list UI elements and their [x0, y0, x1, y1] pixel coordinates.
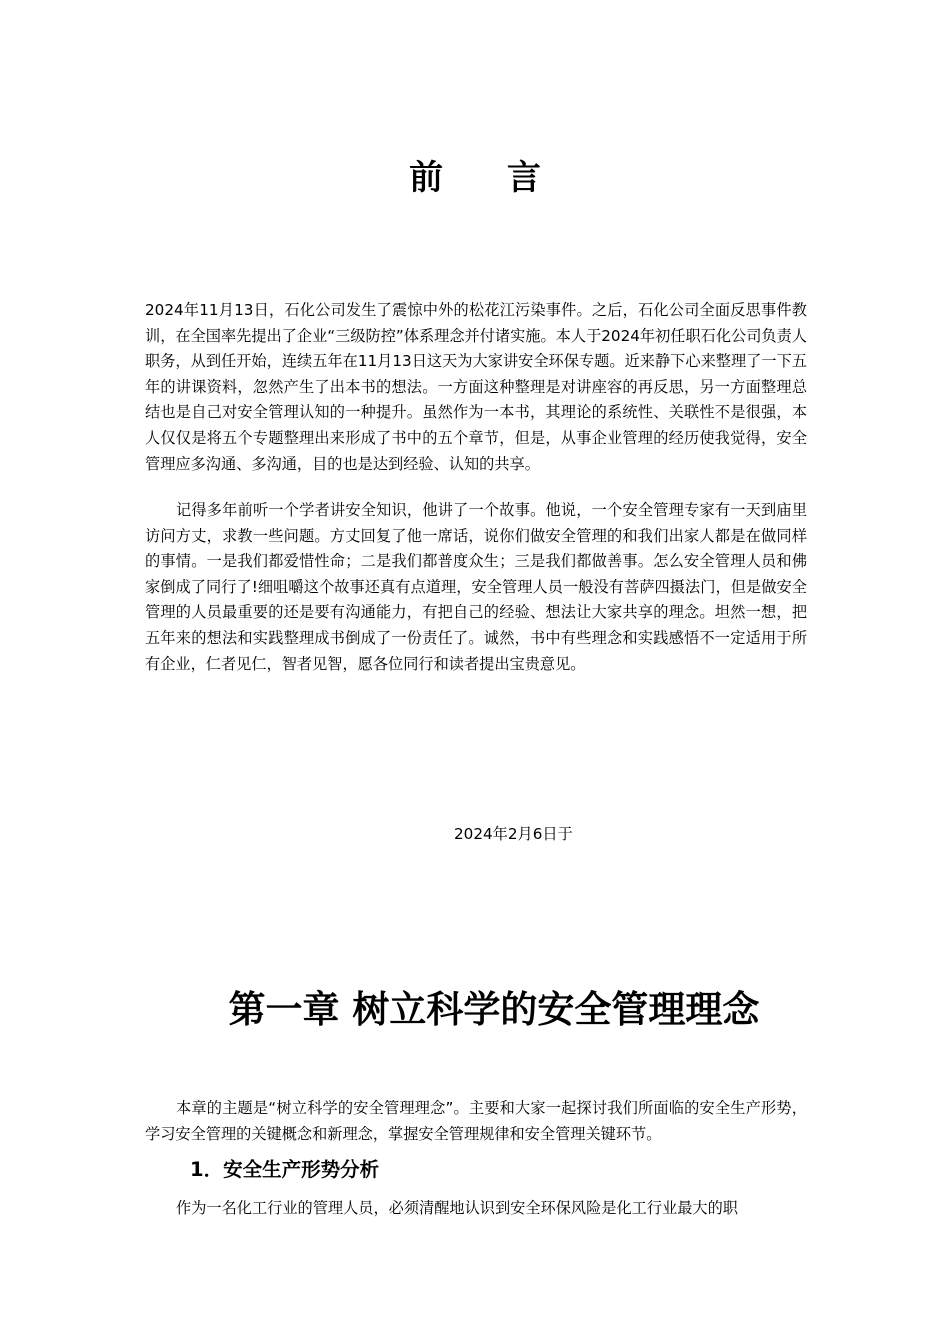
section-paragraph: 作为一名化工行业的管理人员，必须清醒地认识到安全环保风险是化工行业最大的职	[176, 1199, 738, 1217]
preface-paragraph-2: 记得多年前听一个学者讲安全知识，他讲了一个故事。他说，一个安全管理专家有一天到庙里访问方丈，求教一些问题。方丈回复了他一席话，说你们做安全管理的和我们出家人都是在做同样的事情。一是我们都爱惜性命；二是我们都普度众生；三是我们都做善事。怎么安全管理人员和佛家倒成了同行了!细咀嚼这个故事还真有点道理，安全管理人员一般没有菩萨四摄法门，但是做安全管理的人员最重要的还是要有沟通能力，有把自己的经验、想法让大家共享的理念。坦然一想，把五年来的想法和实践整理成书倒成了一份责任了。诚然，书中有些理念和实践感悟不一定适用于所有企业，仁者见仁，智者见智，愿各位同行和读者提出宝贵意见。	[145, 501, 807, 673]
preface-signoff: 2024年2月6日于	[454, 825, 573, 843]
chapter-intro-paragraph: 本章的主题是“树立科学的安全管理理念”。主要和大家一起探讨我们所面临的安全生产形势，学习安全管理的关键概念和新理念，掌握安全管理规律和安全管理关键环节。	[145, 1099, 807, 1143]
preface-title: 前 言	[409, 158, 567, 198]
preface-paragraph-1: 2024年11月13日，石化公司发生了震惊中外的松花江污染事件。之后，石化公司全面反思事件教训，在全国率先提出了企业“三级防控”体系理念并付诸实施。本人于2024年初任职石化公司负责人职务，从到任开始，连续五年在11月13日这天为大家讲安全环保专题。近来静下心来整理了一下五年的讲课资料，忽然产生了出本书的想法。一方面这种整理是对讲座容的再反思，另一方面整理总结也是自己对安全管理认知的一种提升。虽然作为一本书，其理论的系统性、关联性不是很强，本人仅仅是将五个专题整理出来形成了书中的五个章节，但是，从事企业管理的经历使我觉得，安全管理应多沟通、多沟通，目的也是达到经验、认知的共享。	[145, 301, 807, 473]
section-heading: 1．安全生产形势分析	[190, 1158, 380, 1181]
chapter-title: 第一章 树立科学的安全管理理念	[228, 988, 760, 1031]
